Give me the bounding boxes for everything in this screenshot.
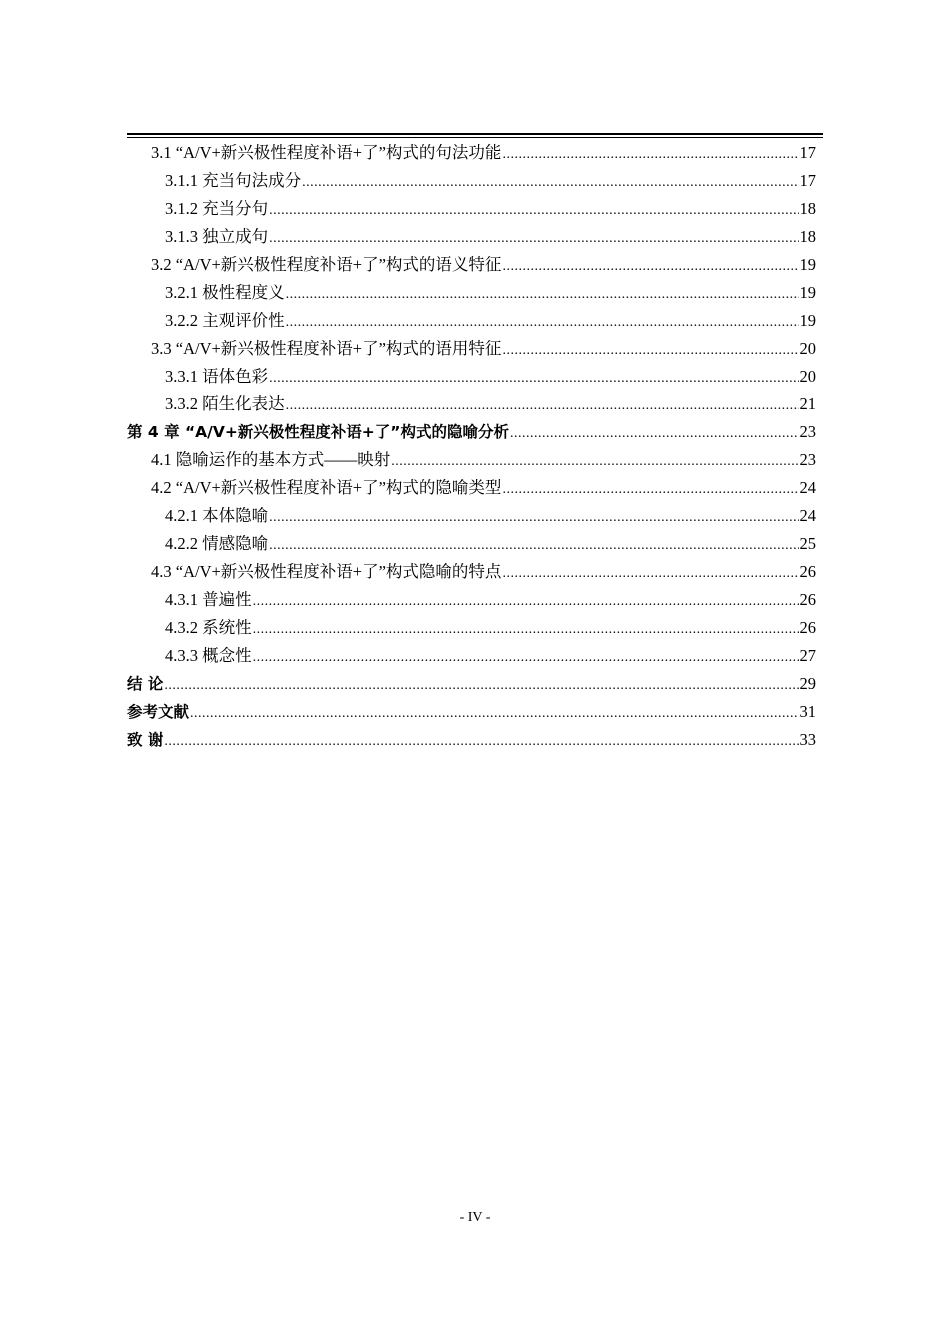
toc-entry-page: 19 [799,254,816,274]
toc-entry[interactable] [127,139,816,167]
toc-entry-label: 致 谢 [127,730,164,749]
toc-leader-dots [510,420,799,448]
toc-entry-label: 4.3 “A/V+新兴极性程度补语+了”构式隐喻的特点 [151,562,502,582]
toc-entry[interactable] [127,586,816,614]
toc-entry-page: 20 [799,366,816,386]
toc-entry-label: 3.1 “A/V+新兴极性程度补语+了”构式的句法功能 [151,143,502,162]
toc-entry-page: 23 [799,422,816,442]
toc-entry-label: 结 论 [127,674,164,693]
toc-entry[interactable] [127,670,816,698]
toc-entry-label: 3.3.1 语体色彩 [165,366,269,386]
toc-leader-dots [502,337,798,365]
toc-leader-dots [286,281,799,309]
toc-entry-page: 29 [799,673,816,693]
toc-entry-page: 27 [799,645,816,665]
toc-entry[interactable] [127,642,816,670]
toc-entry-page: 31 [799,701,816,721]
toc-entry-label: 4.3.3 概念性 [165,645,252,665]
toc-leader-dots [164,672,798,700]
toc-entry[interactable] [127,390,816,418]
table-of-contents [127,139,816,754]
toc-leader-dots [253,616,799,644]
toc-entry-page: 25 [799,534,816,554]
toc-entry-page: 24 [799,478,816,498]
toc-entry-page: 17 [799,170,816,190]
toc-entry[interactable] [127,279,816,307]
header-rule-thick [127,133,823,135]
toc-entry-label: 3.3 “A/V+新兴极性程度补语+了”构式的语用特征 [151,338,502,358]
toc-entry-page: 18 [799,198,816,218]
toc-entry[interactable] [127,251,816,279]
header-rule-thin [127,137,823,138]
toc-entry[interactable] [127,307,816,335]
toc-entry[interactable] [127,335,816,363]
toc-leader-dots [253,588,799,616]
toc-entry-label: 4.2.2 情感隐喻 [165,534,269,554]
toc-leader-dots [269,225,798,253]
toc-leader-dots [190,700,798,728]
toc-entry-page: 19 [799,310,816,330]
toc-entry-page: 26 [799,562,816,582]
toc-leader-dots [286,392,799,420]
toc-entry-page: 24 [799,506,816,526]
toc-leader-dots [302,169,798,197]
toc-entry[interactable] [127,558,816,586]
toc-leader-dots [269,504,798,532]
toc-entry-page: 21 [799,394,816,414]
toc-entry-label: 4.1 隐喻运作的基本方式——映射 [151,450,391,470]
toc-entry[interactable] [127,167,816,195]
toc-entry-label: 3.3.2 陌生化表达 [165,394,285,414]
toc-entry-label: 3.2.1 极性程度义 [165,282,285,302]
toc-entry-label: 4.3.1 普遍性 [165,590,252,609]
toc-entry-label: 第 4 章 “A/V+新兴极性程度补语+了”构式的隐喻分析 [127,423,509,442]
toc-entry[interactable] [127,195,816,223]
toc-entry[interactable] [127,223,816,251]
toc-entry-label: 3.1.2 充当分句 [165,198,269,218]
toc-entry-page: 19 [799,282,816,302]
toc-entry-label: 参考文献 [127,702,190,721]
toc-entry-page: 26 [799,617,816,637]
toc-entry-label: 3.2.2 主观评价性 [165,310,285,330]
page-number: - IV - [459,1210,491,1225]
toc-entry[interactable] [127,363,816,391]
toc-leader-dots [269,365,798,393]
toc-entry[interactable] [127,530,816,558]
toc-entry[interactable] [127,726,816,754]
toc-entry-page: 23 [799,450,816,470]
toc-entry[interactable] [127,502,816,530]
toc-leader-dots [502,476,798,504]
toc-entry-page: 26 [799,590,816,609]
toc-entry-label: 3.1.1 充当句法成分 [165,170,302,190]
toc-leader-dots [269,197,798,225]
toc-entry[interactable] [127,474,816,502]
toc-entry-label: 4.2 “A/V+新兴极性程度补语+了”构式的隐喻类型 [151,478,502,498]
toc-entry[interactable] [127,614,816,642]
toc-leader-dots [502,560,798,588]
toc-entry-label: 3.1.3 独立成句 [165,226,269,246]
toc-entry-label: 3.2 “A/V+新兴极性程度补语+了”构式的语义特征 [151,254,502,274]
toc-entry-page: 33 [799,729,816,749]
toc-leader-dots [269,532,798,560]
toc-leader-dots [502,141,798,169]
toc-entry[interactable] [127,698,816,726]
toc-leader-dots [253,644,799,672]
toc-leader-dots [164,728,798,756]
toc-entry-label: 4.2.1 本体隐喻 [165,506,269,526]
toc-entry-page: 17 [799,143,816,162]
toc-leader-dots [391,448,798,476]
toc-entry-page: 20 [799,338,816,358]
toc-entry[interactable] [127,418,816,446]
toc-entry-page: 18 [799,226,816,246]
toc-leader-dots [502,253,798,281]
toc-entry[interactable] [127,446,816,474]
toc-entry-label: 4.3.2 系统性 [165,617,252,637]
toc-leader-dots [286,309,799,337]
